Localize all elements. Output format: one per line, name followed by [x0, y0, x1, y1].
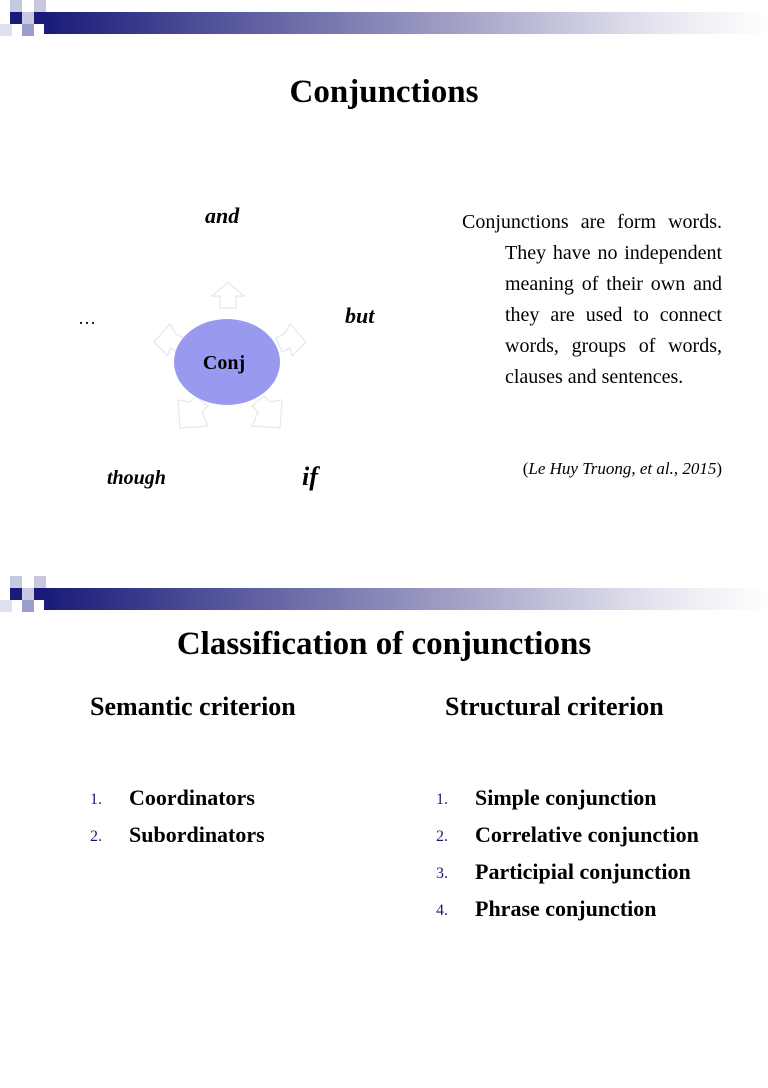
list-label: Coordinators [129, 785, 255, 810]
list-number: 3. [436, 865, 448, 882]
arrow-right-icon [276, 324, 306, 356]
header-square [10, 588, 22, 600]
word-ellipsis: … [78, 308, 96, 328]
list-item [90, 785, 420, 822]
header-square [10, 12, 22, 24]
header-square [22, 0, 34, 12]
list-number: 2. [90, 828, 102, 845]
definition-text [462, 207, 722, 393]
page-title: Conjunctions [289, 74, 479, 110]
header-square [10, 0, 22, 12]
citation [462, 459, 722, 479]
header-square [0, 24, 12, 36]
header-decoration [0, 576, 768, 624]
semantic-heading: Semantic criterion [90, 692, 296, 721]
list-number: 4. [436, 902, 448, 919]
slide-classification [0, 576, 768, 1088]
word-but: but [345, 303, 375, 328]
arrow-down-left-icon [178, 396, 208, 428]
header-square [22, 12, 34, 24]
header-square [22, 24, 34, 36]
header-square [34, 588, 46, 600]
list-item [436, 859, 766, 896]
arrow-down-right-icon [252, 396, 282, 428]
word-though: though [107, 467, 166, 489]
list-item [90, 822, 420, 859]
list-number: 1. [436, 791, 448, 808]
list-item [436, 896, 766, 933]
header-square [22, 588, 34, 600]
header-square [34, 12, 46, 24]
conj-label: Conj [202, 352, 246, 374]
citation-close: ) [716, 459, 722, 478]
list-number: 1. [90, 791, 102, 808]
arrow-up-icon [212, 282, 244, 308]
structural-heading: Structural criterion [445, 692, 664, 721]
slide-conjunctions [0, 0, 768, 512]
list-label: Correlative conjunction [475, 822, 699, 847]
word-if: if [302, 462, 318, 491]
list-label: Phrase conjunction [475, 896, 657, 921]
conj-diagram [140, 280, 320, 440]
list-number: 2. [436, 828, 448, 845]
citation-open: ( [522, 459, 529, 478]
list-label: Simple conjunction [475, 785, 657, 810]
list-item [436, 785, 766, 822]
semantic-list [90, 785, 420, 859]
list-label: Participial conjunction [475, 859, 691, 884]
structural-list [436, 785, 766, 933]
list-item [436, 822, 766, 859]
header-square [22, 600, 34, 612]
definition-paragraph: Conjunctions are form words. They have no independent meaning of their own and they are used to connect words, groups of words, clauses and sentences. [462, 211, 722, 388]
header-square [10, 576, 22, 588]
header-decoration [0, 0, 768, 48]
header-square [22, 576, 34, 588]
header-square [0, 600, 12, 612]
header-stripe [44, 12, 768, 34]
header-stripe [44, 588, 768, 610]
list-label: Subordinators [129, 822, 265, 847]
word-and: and [205, 203, 240, 228]
citation-text: Le Huy Truong, et al., 2015 [528, 459, 717, 478]
page-title: Classification of conjunctions [176, 626, 592, 662]
header-square [34, 0, 46, 12]
header-square [34, 576, 46, 588]
